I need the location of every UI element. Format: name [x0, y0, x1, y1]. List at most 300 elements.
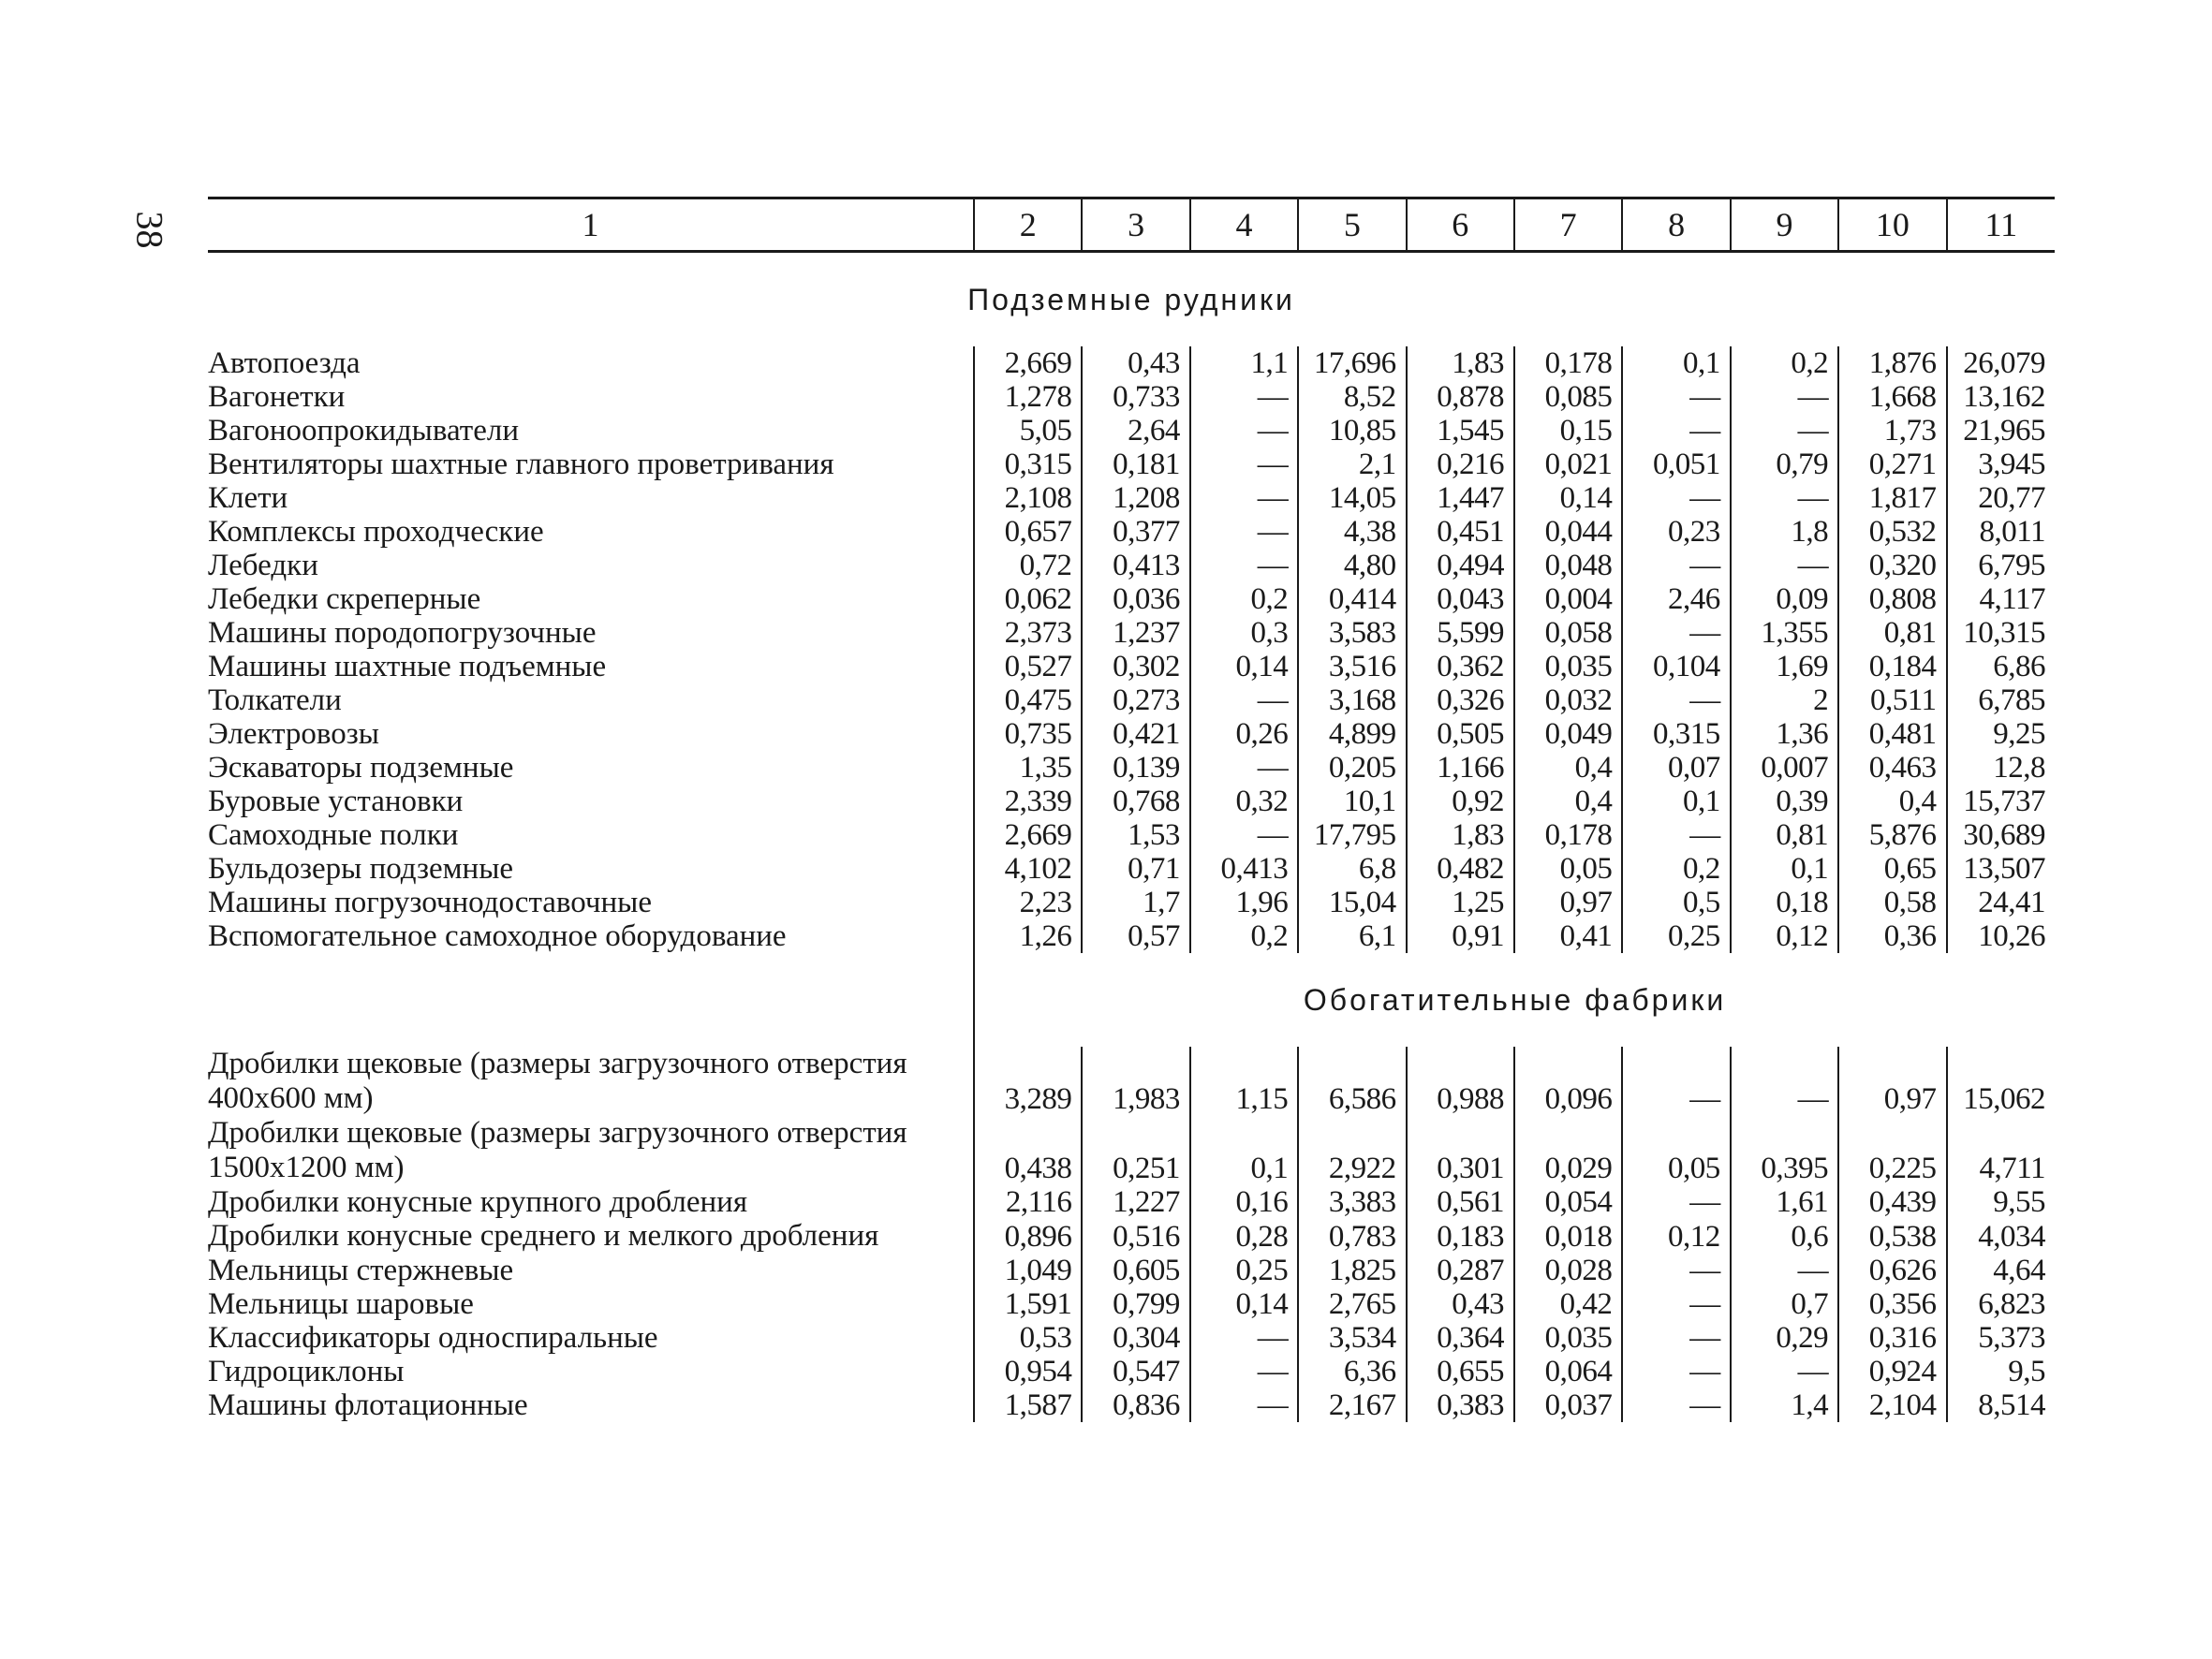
value-cell-col-7: 0,028	[1514, 1254, 1622, 1287]
equipment-name-cell: Вагоноопрокидыватели	[208, 414, 519, 448]
value-cell-col-3: 0,251	[1082, 1116, 1189, 1185]
value-cell-col-3: 1,7	[1082, 886, 1189, 919]
table-row	[208, 414, 2055, 448]
value-cell-col-11: 5,373	[1947, 1321, 2055, 1355]
value-cell-col-7: 0,021	[1514, 448, 1622, 481]
value-cell-col-9: —	[1731, 1355, 1838, 1388]
value-cell-col-3: 0,516	[1082, 1219, 1189, 1254]
table-row	[208, 1388, 2055, 1422]
table-row	[208, 1116, 2055, 1185]
value-cell-col-11: 24,41	[1947, 886, 2055, 919]
value-cell-col-3: 0,377	[1082, 515, 1189, 549]
section-header-row	[208, 252, 2055, 347]
value-cell-col-8: —	[1622, 1355, 1730, 1388]
table-row	[208, 1355, 2055, 1388]
value-cell-col-2: 3,289	[974, 1047, 1082, 1116]
equipment-name-cell: Лебедки	[208, 549, 318, 582]
value-cell-col-3: 0,139	[1082, 751, 1189, 785]
value-cell-col-11: 15,062	[1947, 1047, 2055, 1116]
value-cell-col-8: 0,104	[1622, 650, 1730, 683]
column-header-3: 3	[1082, 198, 1189, 252]
value-cell-col-9: —	[1731, 414, 1838, 448]
value-cell-col-4: —	[1190, 414, 1298, 448]
value-cell-col-7: 0,97	[1514, 886, 1622, 919]
equipment-table-container	[208, 197, 2055, 1422]
value-cell-col-4: —	[1190, 515, 1298, 549]
value-cell-col-10: 0,36	[1838, 919, 1946, 953]
value-cell-col-5: 10,85	[1298, 414, 1406, 448]
value-cell-col-5: 10,1	[1298, 785, 1406, 818]
value-cell-col-10: 0,808	[1838, 582, 1946, 616]
value-cell-col-5: 1,825	[1298, 1254, 1406, 1287]
value-cell-col-9: 2	[1731, 683, 1838, 717]
value-cell-col-2: 1,278	[974, 380, 1082, 414]
value-cell-col-4: 0,413	[1190, 852, 1298, 886]
equipment-name-cell: Буровые установки	[208, 785, 464, 818]
value-cell-col-9: —	[1731, 549, 1838, 582]
value-cell-col-2: 0,315	[974, 448, 1082, 481]
value-cell-col-7: 0,035	[1514, 1321, 1622, 1355]
column-header-4: 4	[1190, 198, 1298, 252]
table-row	[208, 751, 2055, 785]
value-cell-col-11: 9,5	[1947, 1355, 2055, 1388]
value-cell-col-3: 0,547	[1082, 1355, 1189, 1388]
value-cell-col-3: 1,208	[1082, 481, 1189, 515]
value-cell-col-6: 0,91	[1407, 919, 1514, 953]
equipment-name-cell: Дробилки конусные крупного дробления	[208, 1185, 748, 1219]
value-cell-col-11: 6,795	[1947, 549, 2055, 582]
value-cell-col-8: —	[1622, 616, 1730, 650]
value-cell-col-10: 0,316	[1838, 1321, 1946, 1355]
value-cell-col-11: 21,965	[1947, 414, 2055, 448]
table-row	[208, 1219, 2055, 1254]
value-cell-col-11: 10,26	[1947, 919, 2055, 953]
value-cell-col-10: 0,481	[1838, 717, 1946, 751]
column-header-1: 1	[208, 198, 974, 252]
value-cell-col-5: 0,783	[1298, 1219, 1406, 1254]
value-cell-col-6: 0,216	[1407, 448, 1514, 481]
equipment-name-cell: Дробилки щековые (размеры загрузочного отверстия 400х600 мм)	[208, 1047, 907, 1115]
value-cell-col-6: 0,043	[1407, 582, 1514, 616]
value-cell-col-3: 1,227	[1082, 1185, 1189, 1219]
value-cell-col-10: 1,668	[1838, 380, 1946, 414]
value-cell-col-10: 0,184	[1838, 650, 1946, 683]
value-cell-col-6: 0,561	[1407, 1185, 1514, 1219]
value-cell-col-10: 0,58	[1838, 886, 1946, 919]
equipment-name-cell: Бульдозеры подземные	[208, 852, 514, 886]
value-cell-col-8: 0,07	[1622, 751, 1730, 785]
value-cell-col-8: —	[1622, 549, 1730, 582]
value-cell-col-6: 0,183	[1407, 1219, 1514, 1254]
value-cell-col-6: 0,364	[1407, 1321, 1514, 1355]
value-cell-col-6: 0,988	[1407, 1047, 1514, 1116]
value-cell-col-2: 0,53	[974, 1321, 1082, 1355]
value-cell-col-3: 0,733	[1082, 380, 1189, 414]
value-cell-col-8: 0,25	[1622, 919, 1730, 953]
table-row	[208, 481, 2055, 515]
value-cell-col-5: 3,534	[1298, 1321, 1406, 1355]
value-cell-col-3: 0,181	[1082, 448, 1189, 481]
value-cell-col-10: 1,817	[1838, 481, 1946, 515]
value-cell-col-7: 0,085	[1514, 380, 1622, 414]
value-cell-col-7: 0,4	[1514, 751, 1622, 785]
value-cell-col-9: 0,2	[1731, 346, 1838, 380]
page-number: 38	[128, 211, 171, 249]
value-cell-col-2: 0,735	[974, 717, 1082, 751]
value-cell-col-4: 0,28	[1190, 1219, 1298, 1254]
value-cell-col-4: —	[1190, 683, 1298, 717]
section-title: Обогатительные фабрики	[974, 953, 2055, 1047]
value-cell-col-5: 8,52	[1298, 380, 1406, 414]
value-cell-col-5: 2,922	[1298, 1116, 1406, 1185]
value-cell-col-10: 0,439	[1838, 1185, 1946, 1219]
value-cell-col-5: 3,383	[1298, 1185, 1406, 1219]
equipment-name-cell: Клети	[208, 481, 288, 515]
table-row	[208, 582, 2055, 616]
value-cell-col-7: 0,035	[1514, 650, 1622, 683]
value-cell-col-10: 0,463	[1838, 751, 1946, 785]
value-cell-col-9: —	[1731, 1254, 1838, 1287]
value-cell-col-3: 1,53	[1082, 818, 1189, 852]
value-cell-col-5: 2,167	[1298, 1388, 1406, 1422]
value-cell-col-7: 0,029	[1514, 1116, 1622, 1185]
value-cell-col-3: 0,273	[1082, 683, 1189, 717]
table-row	[208, 515, 2055, 549]
equipment-name-cell: Машины погрузочнодоставочные	[208, 886, 653, 919]
value-cell-col-7: 0,42	[1514, 1287, 1622, 1321]
value-cell-col-9: 0,79	[1731, 448, 1838, 481]
value-cell-col-7: 0,14	[1514, 481, 1622, 515]
value-cell-col-6: 0,655	[1407, 1355, 1514, 1388]
value-cell-col-7: 0,096	[1514, 1047, 1622, 1116]
value-cell-col-9: 1,36	[1731, 717, 1838, 751]
table-row	[208, 549, 2055, 582]
value-cell-col-11: 6,785	[1947, 683, 2055, 717]
column-header-8: 8	[1622, 198, 1730, 252]
value-cell-col-6: 0,301	[1407, 1116, 1514, 1185]
value-cell-col-4: —	[1190, 481, 1298, 515]
value-cell-col-9: 0,18	[1731, 886, 1838, 919]
value-cell-col-8: 2,46	[1622, 582, 1730, 616]
value-cell-col-4: 1,15	[1190, 1047, 1298, 1116]
value-cell-col-2: 2,23	[974, 886, 1082, 919]
value-cell-col-11: 3,945	[1947, 448, 2055, 481]
value-cell-col-2: 0,657	[974, 515, 1082, 549]
section-header-row	[208, 953, 2055, 1047]
value-cell-col-6: 0,326	[1407, 683, 1514, 717]
value-cell-col-9: 1,61	[1731, 1185, 1838, 1219]
value-cell-col-5: 2,1	[1298, 448, 1406, 481]
value-cell-col-5: 2,765	[1298, 1287, 1406, 1321]
value-cell-col-6: 5,599	[1407, 616, 1514, 650]
equipment-name-cell: Гидроциклоны	[208, 1355, 405, 1388]
value-cell-col-3: 0,43	[1082, 346, 1189, 380]
value-cell-col-11: 8,011	[1947, 515, 2055, 549]
section-blank-cell	[208, 953, 974, 1047]
value-cell-col-8: —	[1622, 414, 1730, 448]
value-cell-col-7: 0,058	[1514, 616, 1622, 650]
value-cell-col-7: 0,054	[1514, 1185, 1622, 1219]
value-cell-col-2: 0,527	[974, 650, 1082, 683]
value-cell-col-5: 4,38	[1298, 515, 1406, 549]
value-cell-col-2: 1,26	[974, 919, 1082, 953]
table-row	[208, 717, 2055, 751]
value-cell-col-9: —	[1731, 380, 1838, 414]
value-cell-col-10: 5,876	[1838, 818, 1946, 852]
value-cell-col-4: 0,25	[1190, 1254, 1298, 1287]
value-cell-col-11: 9,55	[1947, 1185, 2055, 1219]
value-cell-col-9: 1,355	[1731, 616, 1838, 650]
value-cell-col-9: 1,69	[1731, 650, 1838, 683]
value-cell-col-4: —	[1190, 1355, 1298, 1388]
value-cell-col-5: 17,795	[1298, 818, 1406, 852]
value-cell-col-4: 0,1	[1190, 1116, 1298, 1185]
value-cell-col-8: —	[1622, 1321, 1730, 1355]
value-cell-col-10: 1,73	[1838, 414, 1946, 448]
equipment-table	[208, 197, 2055, 1422]
value-cell-col-3: 2,64	[1082, 414, 1189, 448]
value-cell-col-7: 0,018	[1514, 1219, 1622, 1254]
value-cell-col-2: 2,108	[974, 481, 1082, 515]
value-cell-col-11: 4,117	[1947, 582, 2055, 616]
value-cell-col-7: 0,064	[1514, 1355, 1622, 1388]
equipment-name-cell: Классификаторы односпиральные	[208, 1321, 658, 1355]
value-cell-col-7: 0,178	[1514, 346, 1622, 380]
value-cell-col-10: 0,65	[1838, 852, 1946, 886]
table-row	[208, 852, 2055, 886]
value-cell-col-8: —	[1622, 1254, 1730, 1287]
value-cell-col-6: 1,25	[1407, 886, 1514, 919]
column-header-9: 9	[1731, 198, 1838, 252]
value-cell-col-10: 0,538	[1838, 1219, 1946, 1254]
equipment-name-cell: Машины породопогрузочные	[208, 616, 597, 650]
value-cell-col-2: 2,116	[974, 1185, 1082, 1219]
equipment-name-cell: Дробилки щековые (размеры загрузочного отверстия 1500х1200 мм)	[208, 1116, 907, 1184]
column-header-11: 11	[1947, 198, 2055, 252]
value-cell-col-9: 0,12	[1731, 919, 1838, 953]
value-cell-col-11: 6,823	[1947, 1287, 2055, 1321]
value-cell-col-9: 0,7	[1731, 1287, 1838, 1321]
value-cell-col-8: 0,051	[1622, 448, 1730, 481]
value-cell-col-6: 0,494	[1407, 549, 1514, 582]
value-cell-col-6: 0,451	[1407, 515, 1514, 549]
value-cell-col-8: —	[1622, 481, 1730, 515]
value-cell-col-2: 0,896	[974, 1219, 1082, 1254]
value-cell-col-10: 0,356	[1838, 1287, 1946, 1321]
value-cell-col-6: 0,482	[1407, 852, 1514, 886]
value-cell-col-8: 0,315	[1622, 717, 1730, 751]
value-cell-col-5: 6,586	[1298, 1047, 1406, 1116]
value-cell-col-11: 26,079	[1947, 346, 2055, 380]
value-cell-col-3: 0,421	[1082, 717, 1189, 751]
value-cell-col-6: 0,92	[1407, 785, 1514, 818]
value-cell-col-6: 0,878	[1407, 380, 1514, 414]
value-cell-col-2: 1,049	[974, 1254, 1082, 1287]
table-header	[208, 198, 2055, 252]
value-cell-col-7: 0,044	[1514, 515, 1622, 549]
value-cell-col-11: 4,034	[1947, 1219, 2055, 1254]
value-cell-col-9: 0,007	[1731, 751, 1838, 785]
value-cell-col-10: 0,626	[1838, 1254, 1946, 1287]
equipment-name-cell: Дробилки конусные среднего и мелкого дробления	[208, 1219, 879, 1253]
table-row	[208, 886, 2055, 919]
value-cell-col-2: 0,72	[974, 549, 1082, 582]
value-cell-col-4: 0,3	[1190, 616, 1298, 650]
value-cell-col-9: 0,29	[1731, 1321, 1838, 1355]
value-cell-col-6: 1,83	[1407, 346, 1514, 380]
value-cell-col-11: 13,507	[1947, 852, 2055, 886]
equipment-name-cell: Толкатели	[208, 683, 342, 717]
value-cell-col-3: 0,036	[1082, 582, 1189, 616]
value-cell-col-5: 3,583	[1298, 616, 1406, 650]
value-cell-col-8: 0,05	[1622, 1116, 1730, 1185]
value-cell-col-6: 1,166	[1407, 751, 1514, 785]
value-cell-col-3: 1,983	[1082, 1047, 1189, 1116]
value-cell-col-5: 15,04	[1298, 886, 1406, 919]
value-cell-col-9: 0,395	[1731, 1116, 1838, 1185]
column-header-5: 5	[1298, 198, 1406, 252]
value-cell-col-2: 2,669	[974, 818, 1082, 852]
value-cell-col-9: 0,09	[1731, 582, 1838, 616]
value-cell-col-4: 0,32	[1190, 785, 1298, 818]
value-cell-col-8: —	[1622, 1388, 1730, 1422]
value-cell-col-5: 6,1	[1298, 919, 1406, 953]
value-cell-col-3: 0,413	[1082, 549, 1189, 582]
value-cell-col-7: 0,15	[1514, 414, 1622, 448]
table-body	[208, 252, 2055, 1423]
value-cell-col-7: 0,048	[1514, 549, 1622, 582]
value-cell-col-8: 0,5	[1622, 886, 1730, 919]
value-cell-col-4: 0,16	[1190, 1185, 1298, 1219]
value-cell-col-11: 9,25	[1947, 717, 2055, 751]
equipment-name-cell: Лебедки скреперные	[208, 582, 481, 616]
value-cell-col-7: 0,4	[1514, 785, 1622, 818]
value-cell-col-5: 17,696	[1298, 346, 1406, 380]
value-cell-col-8: —	[1622, 1185, 1730, 1219]
value-cell-col-3: 0,57	[1082, 919, 1189, 953]
value-cell-col-10: 0,532	[1838, 515, 1946, 549]
value-cell-col-5: 0,205	[1298, 751, 1406, 785]
table-row	[208, 683, 2055, 717]
value-cell-col-8: —	[1622, 818, 1730, 852]
equipment-name-cell: Вспомогательное самоходное оборудование	[208, 919, 787, 953]
value-cell-col-4: 0,2	[1190, 919, 1298, 953]
equipment-name-cell: Мельницы стержневые	[208, 1254, 514, 1287]
value-cell-col-4: —	[1190, 448, 1298, 481]
value-cell-col-2: 1,587	[974, 1388, 1082, 1422]
value-cell-col-11: 4,711	[1947, 1116, 2055, 1185]
value-cell-col-5: 4,80	[1298, 549, 1406, 582]
equipment-name-cell: Комплексы проходческие	[208, 515, 544, 549]
value-cell-col-6: 0,383	[1407, 1388, 1514, 1422]
value-cell-col-11: 20,77	[1947, 481, 2055, 515]
table-row	[208, 1287, 2055, 1321]
equipment-name-cell: Электровозы	[208, 717, 379, 751]
value-cell-col-6: 1,447	[1407, 481, 1514, 515]
column-number-row	[208, 198, 2055, 252]
value-cell-col-8: 0,23	[1622, 515, 1730, 549]
value-cell-col-2: 2,373	[974, 616, 1082, 650]
value-cell-col-7: 0,049	[1514, 717, 1622, 751]
value-cell-col-9: 0,81	[1731, 818, 1838, 852]
section-title: Подземные рудники	[967, 283, 1295, 316]
value-cell-col-9: 0,6	[1731, 1219, 1838, 1254]
value-cell-col-5: 14,05	[1298, 481, 1406, 515]
value-cell-col-8: 0,12	[1622, 1219, 1730, 1254]
value-cell-col-11: 4,64	[1947, 1254, 2055, 1287]
value-cell-col-11: 15,737	[1947, 785, 2055, 818]
value-cell-col-10: 2,104	[1838, 1388, 1946, 1422]
value-cell-col-8: —	[1622, 1047, 1730, 1116]
value-cell-col-11: 12,8	[1947, 751, 2055, 785]
value-cell-col-5: 6,36	[1298, 1355, 1406, 1388]
value-cell-col-4: —	[1190, 751, 1298, 785]
value-cell-col-7: 0,032	[1514, 683, 1622, 717]
value-cell-col-10: 1,876	[1838, 346, 1946, 380]
value-cell-col-9: 0,39	[1731, 785, 1838, 818]
value-cell-col-2: 0,475	[974, 683, 1082, 717]
value-cell-col-4: 1,96	[1190, 886, 1298, 919]
equipment-name-cell: Машины шахтные подъемные	[208, 650, 607, 683]
value-cell-col-9: 1,4	[1731, 1388, 1838, 1422]
value-cell-col-6: 1,545	[1407, 414, 1514, 448]
value-cell-col-11: 8,514	[1947, 1388, 2055, 1422]
value-cell-col-10: 0,320	[1838, 549, 1946, 582]
value-cell-col-4: —	[1190, 1388, 1298, 1422]
value-cell-col-5: 3,168	[1298, 683, 1406, 717]
table-row	[208, 1047, 2055, 1116]
value-cell-col-3: 0,71	[1082, 852, 1189, 886]
value-cell-col-2: 2,669	[974, 346, 1082, 380]
equipment-name-cell: Мельницы шаровые	[208, 1287, 474, 1321]
table-row	[208, 650, 2055, 683]
value-cell-col-5: 4,899	[1298, 717, 1406, 751]
column-header-6: 6	[1407, 198, 1514, 252]
value-cell-col-10: 0,97	[1838, 1047, 1946, 1116]
value-cell-col-9: —	[1731, 481, 1838, 515]
table-row	[208, 818, 2055, 852]
value-cell-col-8: 0,1	[1622, 346, 1730, 380]
table-row	[208, 1185, 2055, 1219]
value-cell-col-6: 1,83	[1407, 818, 1514, 852]
value-cell-col-8: —	[1622, 380, 1730, 414]
value-cell-col-4: —	[1190, 818, 1298, 852]
equipment-name-cell: Вентиляторы шахтные главного проветривания	[208, 448, 834, 481]
equipment-name-cell: Автопоезда	[208, 346, 361, 380]
value-cell-col-3: 0,605	[1082, 1254, 1189, 1287]
value-cell-col-10: 0,225	[1838, 1116, 1946, 1185]
value-cell-col-4: 0,14	[1190, 650, 1298, 683]
value-cell-col-7: 0,037	[1514, 1388, 1622, 1422]
table-row	[208, 919, 2055, 953]
value-cell-col-3: 0,302	[1082, 650, 1189, 683]
value-cell-col-2: 0,954	[974, 1355, 1082, 1388]
value-cell-col-7: 0,41	[1514, 919, 1622, 953]
table-row	[208, 346, 2055, 380]
value-cell-col-5: 3,516	[1298, 650, 1406, 683]
value-cell-col-4: —	[1190, 380, 1298, 414]
value-cell-col-10: 0,511	[1838, 683, 1946, 717]
value-cell-col-2: 4,102	[974, 852, 1082, 886]
value-cell-col-11: 30,689	[1947, 818, 2055, 852]
value-cell-col-11: 10,315	[1947, 616, 2055, 650]
value-cell-col-10: 0,4	[1838, 785, 1946, 818]
table-row	[208, 1254, 2055, 1287]
value-cell-col-6: 0,505	[1407, 717, 1514, 751]
table-row	[208, 616, 2055, 650]
value-cell-col-5: 0,414	[1298, 582, 1406, 616]
value-cell-col-3: 0,768	[1082, 785, 1189, 818]
